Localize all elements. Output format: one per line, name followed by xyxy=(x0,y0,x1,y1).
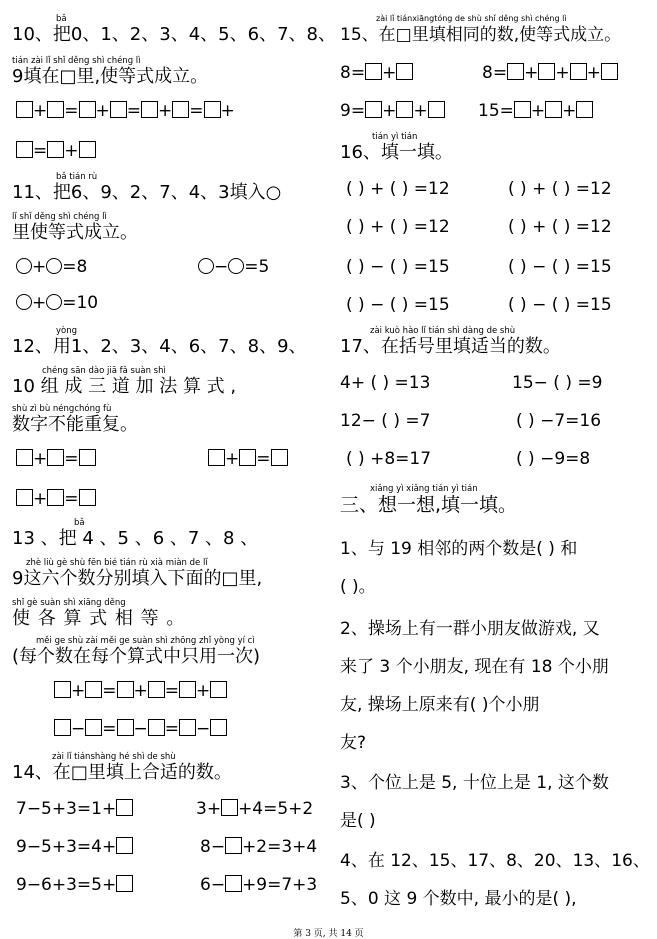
answer-box[interactable] xyxy=(116,875,133,892)
q10-line2: 9填在□里,使等式成立。 xyxy=(12,66,209,87)
q13-equation-2: − = − = − xyxy=(54,718,227,740)
pinyin: lǐ shǐ děng shì chéng lì xyxy=(12,212,107,222)
q15-equation-3: 9= + + xyxy=(340,100,445,122)
answer-box[interactable] xyxy=(271,449,288,466)
answer-box[interactable] xyxy=(210,681,227,698)
pinyin: zhè liù gè shù fēn bié tián rù xià miàn de lǐ xyxy=(26,558,208,568)
q13-equation-1: + = + = + xyxy=(54,680,227,702)
q10-line1: 10、把0、1、2、3、4、5、6、7、8、 xyxy=(12,24,336,45)
answer-box[interactable] xyxy=(179,719,196,736)
q15-equation-2: 8= + + + xyxy=(482,62,618,84)
answer-box[interactable] xyxy=(79,141,96,158)
answer-box[interactable] xyxy=(16,101,33,118)
answer-box[interactable] xyxy=(601,63,618,80)
answer-circle[interactable] xyxy=(16,258,32,274)
s3-q1-line2: ( )。 xyxy=(340,577,376,597)
q15-equation-1: 8= + xyxy=(340,62,413,84)
answer-box[interactable] xyxy=(16,141,33,158)
s3-q4-line1: 4、在 12、15、17、8、20、13、16、 xyxy=(340,851,650,871)
q13-line2: 9这六个数分别填入下面的□里, xyxy=(12,568,263,589)
q15-line1: 15、在□里填相同的数,使等式成立。 xyxy=(340,25,622,45)
pinyin: shù zì bù néngchóng fù xyxy=(12,404,112,414)
pinyin: bǎ tián rù xyxy=(56,172,98,182)
q16-equation-1b: ( ) + ( ) =12 xyxy=(508,179,612,199)
answer-circle[interactable] xyxy=(228,258,244,274)
s3-q3-line2: 是( ) xyxy=(340,811,376,831)
q17-equation-b: 15− ( ) =9 xyxy=(512,373,603,393)
q11-equation-1: + =8 xyxy=(16,256,87,278)
answer-box[interactable] xyxy=(225,837,242,854)
pinyin: zài kuò hào lǐ tián shì dàng de shù xyxy=(370,326,516,336)
answer-box[interactable] xyxy=(54,681,71,698)
answer-box[interactable] xyxy=(16,449,33,466)
q16-equation-2a: ( ) + ( ) =12 xyxy=(346,217,450,237)
s3-q3-line1: 3、个位上是 5, 十位上是 1, 这个数 xyxy=(340,773,609,793)
q13-line3: 使 各 算 式 相 等 。 xyxy=(12,608,186,629)
q14-equation-2b: 8− +2=3+4 xyxy=(200,837,318,857)
answer-box[interactable] xyxy=(79,101,96,118)
q12-equation-1: + = xyxy=(16,448,96,470)
s3-q2-line2: 来了 3 个小朋友, 现在有 18 个小朋 xyxy=(340,657,609,677)
pinyin: yòng xyxy=(56,326,78,336)
q12-equation-3: + = xyxy=(16,488,96,510)
q12-line3: 数字不能重复。 xyxy=(12,414,138,435)
q13-line4: (每个数在每个算式中只用一次) xyxy=(12,646,261,667)
q17-line1: 17、在括号里填适当的数。 xyxy=(340,336,561,357)
answer-box[interactable] xyxy=(116,837,133,854)
answer-box[interactable] xyxy=(148,719,165,736)
pinyin: tián zài lǐ shǐ děng shì chéng lì xyxy=(12,56,141,66)
q16-equation-3a: ( ) − ( ) =15 xyxy=(346,257,450,277)
answer-box[interactable] xyxy=(570,63,587,80)
q17-equation-e: ( ) +8=17 xyxy=(346,449,432,469)
answer-box[interactable] xyxy=(148,681,165,698)
q14-line1: 14、在□里填上合适的数。 xyxy=(12,762,232,783)
pinyin: xiǎng yì xiǎng tián yì tián xyxy=(370,484,478,494)
answer-circle[interactable] xyxy=(46,294,62,310)
answer-box[interactable] xyxy=(204,101,221,118)
q16-equation-4a: ( ) − ( ) =15 xyxy=(346,295,450,315)
q17-equation-a: 4+ ( ) =13 xyxy=(340,373,431,393)
q16-equation-3b: ( ) − ( ) =15 xyxy=(508,257,612,277)
q16-equation-2b: ( ) + ( ) =12 xyxy=(508,217,612,237)
answer-circle[interactable] xyxy=(46,258,62,274)
pinyin: zài lǐ tiánshàng hé shì de shù xyxy=(52,752,176,762)
q17-equation-c: 12− ( ) =7 xyxy=(340,411,431,431)
pinyin: shǐ gè suàn shì xiāng děng xyxy=(12,598,126,608)
answer-box[interactable] xyxy=(428,101,445,118)
answer-box[interactable] xyxy=(538,63,555,80)
q15-equation-4: 15= + + xyxy=(478,100,593,122)
pinyin: tián yì tián xyxy=(372,132,418,142)
pinyin: bǎ xyxy=(74,518,85,528)
answer-box[interactable] xyxy=(47,101,64,118)
pinyin: měi ge shù zài měi ge suàn shì zhōng zhǐ yòng yí cì xyxy=(36,636,255,646)
q16-line1: 16、填一填。 xyxy=(340,142,453,163)
pinyin: chéng sān dào jiā fǎ suàn shì xyxy=(42,366,166,376)
answer-box[interactable] xyxy=(117,719,134,736)
q17-equation-f: ( ) −9=8 xyxy=(516,449,591,469)
q12-line1: 12、用1、2、3、4、6、7、8、9、 xyxy=(12,336,307,357)
answer-box[interactable] xyxy=(239,449,256,466)
pinyin: zài lǐ tiánxiāngtóng de shù shǐ děng shì chéng lì xyxy=(376,14,567,23)
answer-box[interactable] xyxy=(116,799,133,816)
page-footer: 第 3 页, 共 14 页 xyxy=(293,929,364,939)
answer-box[interactable] xyxy=(47,141,64,158)
answer-box[interactable] xyxy=(16,489,33,506)
s3-q2-line1: 2、操场上有一群小朋友做游戏, 又 xyxy=(340,619,600,639)
answer-box[interactable] xyxy=(507,63,524,80)
answer-box[interactable] xyxy=(117,681,134,698)
answer-box[interactable] xyxy=(545,101,562,118)
pinyin: bǎ xyxy=(56,14,67,24)
q11-equation-2: − =5 xyxy=(198,256,269,278)
answer-circle[interactable] xyxy=(16,294,32,310)
q14-equation-2a: 9−5+3=4+ xyxy=(16,836,133,858)
answer-box[interactable] xyxy=(79,449,96,466)
q13-line1: 13 、把 4 、5 、6 、7 、8 、 xyxy=(12,528,259,549)
q10-equation-2: = + xyxy=(16,140,96,162)
answer-box[interactable] xyxy=(85,719,102,736)
q11-line1: 11、把6、9、2、7、4、3填入○ xyxy=(12,182,282,203)
answer-circle[interactable] xyxy=(198,258,214,274)
q12-line2: 10 组 成 三 道 加 法 算 式 , xyxy=(12,376,237,397)
q12-equation-2: + = xyxy=(208,448,288,470)
answer-box[interactable] xyxy=(208,449,225,466)
q14-equation-1a: 7−5+3=1+ xyxy=(16,798,133,820)
answer-box[interactable] xyxy=(225,875,242,892)
answer-box[interactable] xyxy=(110,101,127,118)
answer-box[interactable] xyxy=(221,799,238,816)
q14-equation-3a: 9−6+3=5+ xyxy=(16,874,133,896)
answer-box[interactable] xyxy=(85,681,102,698)
q16-equation-1a: ( ) + ( ) =12 xyxy=(346,179,450,199)
answer-box[interactable] xyxy=(365,63,382,80)
q14-equation-1b: 3+ +4=5+2 xyxy=(196,799,314,819)
answer-box[interactable] xyxy=(172,101,189,118)
q11-equation-3: + =10 xyxy=(16,292,98,314)
answer-box[interactable] xyxy=(54,719,71,736)
q14-equation-3b: 6− +9=7+3 xyxy=(200,875,318,895)
s3-q2-line3: 友, 操场上原来有( )个小朋 xyxy=(340,695,540,715)
answer-box[interactable] xyxy=(396,101,413,118)
q11-line2: 里使等式成立。 xyxy=(12,222,138,243)
answer-box[interactable] xyxy=(47,449,64,466)
q10-equation-1: + = + = + = + xyxy=(16,100,235,122)
s3-q2-line4: 友? xyxy=(340,733,367,753)
section-title: 三、想一想,填一填。 xyxy=(340,494,518,516)
answer-box[interactable] xyxy=(396,63,413,80)
answer-box[interactable] xyxy=(514,101,531,118)
answer-box[interactable] xyxy=(47,489,64,506)
s3-q4-line2: 5、0 这 9 个数中, 最小的是( ), xyxy=(340,889,577,909)
answer-box[interactable] xyxy=(79,489,96,506)
answer-box[interactable] xyxy=(141,101,158,118)
answer-box[interactable] xyxy=(576,101,593,118)
q16-equation-4b: ( ) − ( ) =15 xyxy=(508,295,612,315)
answer-box[interactable] xyxy=(365,101,382,118)
answer-box[interactable] xyxy=(210,719,227,736)
answer-box[interactable] xyxy=(179,681,196,698)
q17-equation-d: ( ) −7=16 xyxy=(516,411,602,431)
s3-q1-line1: 1、与 19 相邻的两个数是( ) 和 xyxy=(340,539,578,559)
